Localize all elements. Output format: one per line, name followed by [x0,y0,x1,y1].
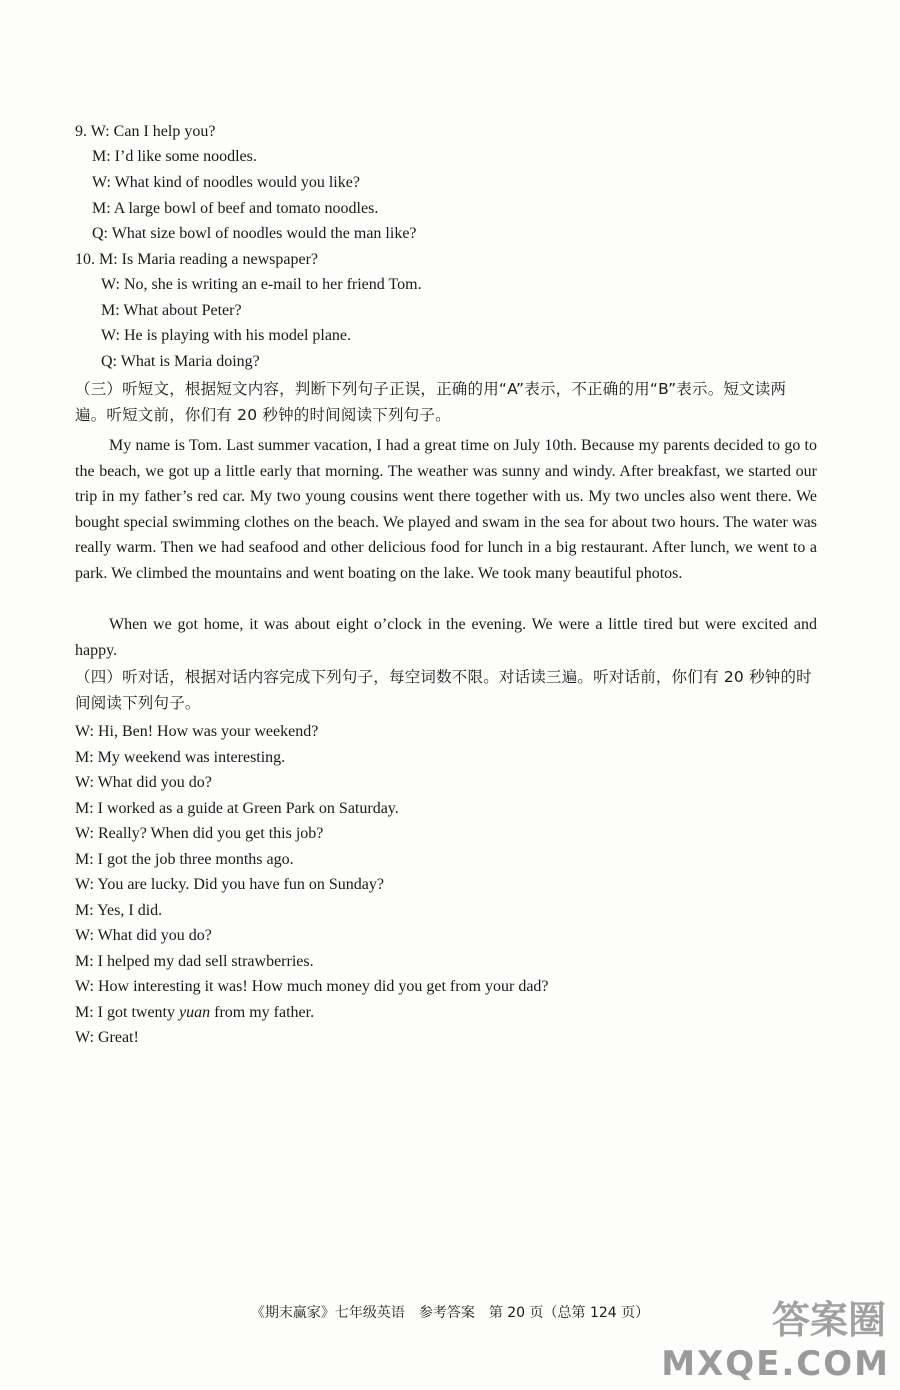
section3-paragraph-2-text: When we got home, it was about eight o’clock in the evening. We were a little tired but were excited and happy. [75,616,817,659]
dialogue10-line-5: Q: What is Maria doing? [101,353,260,370]
section4-line-9: W: What did you do? [75,927,212,944]
section4-line-2: M: My weekend was interesting. [75,749,286,766]
dialogue9-line-4: M: A large bowl of beef and tomato noodles. [92,200,379,217]
dialogue9-line-5: Q: What size bowl of noodles would the man like? [92,225,417,242]
section4-line-4: M: I worked as a guide at Green Park on Saturday. [75,800,399,817]
section4-line-11: W: How interesting it was! How much money did you get from your dad? [75,978,549,995]
dialogue10-line-1: 10. M: Is Maria reading a newspaper? [75,251,319,268]
section4-line-12 [75,1003,314,1023]
dialogue9-line-1: 9. W: Can I help you? [75,123,216,140]
dialogue10-line-4: W: He is playing with his model plane. [101,327,352,344]
section4-line-3: W: What did you do? [75,774,212,791]
twenty-prefix: M: I got twenty [75,1004,179,1021]
section4-line-7: W: You are lucky. Did you have fun on Sunday? [75,876,384,893]
section3-instruction: （三）听短文，根据短文内容，判断下列句子正误，正确的用“A”表示，不正确的用“B”表示。短文读两遍。听短文前，你们有 20 秒钟的时间阅读下列句子。 [75,380,787,424]
dialogue10-line-2: W: No, she is writing an e-mail to her friend Tom. [101,276,422,293]
section3-paragraph-1-text: My name is Tom. Last summer vacation, I had a great time on July 10th. Because my parents decided to go to the beach, we got up a little early that morning. The weather was sunny and windy. After breakfast, we started our trip in my father’s red car. My two young cousins went there together with us. My two uncles also went there. We bought special swimming clothes on the beach. We played and swam in the sea for about two hours. The water was really warm. Then we had seafood and other delicious food for lunch in a big restaurant. After lunch, we went to a park. We climbed the mountains and went boating on the lake. We took many beautiful photos. [75,437,817,582]
twenty-suffix: from my father. [210,1004,315,1021]
watermark-logo-cn: 答案圈 [771,1298,886,1342]
section4-line-10: M: I helped my dad sell strawberries. [75,953,314,970]
watermark-logo-en: MXQE.COM [661,1344,890,1384]
section3-paragraph-2 [75,612,817,663]
section4-line-6: M: I got the job three months ago. [75,851,294,868]
section3-paragraph-1 [75,433,817,587]
twenty-italic-word: yuan [179,1004,211,1021]
dialogue9-line-2: M: I’d like some noodles. [92,148,257,165]
section4-line-5: W: Really? When did you get this job? [75,825,324,842]
section4-line-13: W: Great! [75,1029,139,1046]
dialogue9-line-3: W: What kind of noodles would you like? [92,174,360,191]
page-footer: 《期末赢家》七年级英语 参考答案 第 20 页（总第 124 页） [250,1305,650,1321]
dialogue10-line-3: M: What about Peter? [101,302,242,319]
section4-instruction: （四）听对话，根据对话内容完成下列句子，每空词数不限。对话读三遍。听对话前，你们有 20 秒钟的时间阅读下列句子。 [75,668,812,712]
section4-line-8: M: Yes, I did. [75,902,163,919]
section4-line-1: W: Hi, Ben! How was your weekend? [75,723,319,740]
